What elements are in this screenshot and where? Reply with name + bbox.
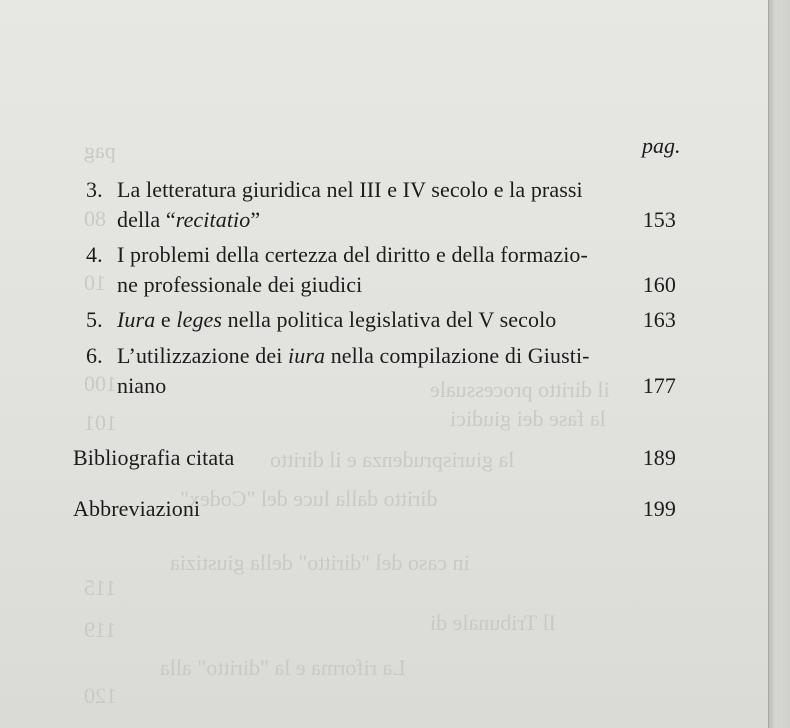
show-through-text: il diritto processuale [430, 377, 610, 402]
entry-number: 5. [86, 307, 103, 332]
entry-title-line: ne professionale dei giudici [117, 272, 363, 297]
show-through-text: 80 [84, 206, 106, 231]
show-through-text: 115 [84, 575, 117, 600]
entry-title-line: della “recitatio” [117, 207, 261, 232]
entry-page-number: 199 [642, 496, 676, 521]
show-through-text: in caso del "diritto" della giustizia [170, 550, 470, 575]
entry-title-line: La letteratura giuridica nel III e IV secolo e la prassi [117, 177, 583, 202]
page-edge [768, 0, 790, 728]
page-column-header: pag. [642, 133, 681, 158]
show-through-text: 10 [84, 270, 106, 295]
entry-title-line: Abbreviazioni [73, 496, 201, 521]
show-through-text: La riforma e la "diritto" alla [160, 655, 406, 680]
toc-entry [86, 305, 676, 337]
entry-page-number: 189 [642, 445, 676, 470]
show-through-text: la giurisprudenza e il diritto [270, 447, 515, 472]
entry-title-line: Iura e leges nella politica legislativa del V secolo [117, 307, 557, 332]
entry-title-line: I problemi della certezza del diritto e della formazio- [117, 242, 588, 267]
show-through-text: 101 [84, 410, 117, 435]
entry-title-line: niano [117, 373, 167, 398]
entry-page-number: 163 [642, 307, 676, 332]
entry-page-number: 160 [642, 272, 676, 297]
show-through-text: Il Tribunale di [430, 610, 556, 635]
show-through-text: pag [84, 138, 116, 163]
entry-number: 6. [86, 343, 103, 368]
entry-page-number: 177 [642, 373, 676, 398]
show-through-text: 100 [84, 371, 117, 396]
entry-number: 4. [86, 242, 103, 267]
toc-entry [86, 240, 676, 302]
show-through-text: la fase dei giudici [450, 406, 606, 431]
entry-title-line: Bibliografia citata [73, 445, 235, 470]
show-through-text: 119 [84, 617, 117, 642]
toc-entry [86, 341, 676, 403]
toc-entry-bibliography [73, 443, 676, 475]
show-through-text: 120 [84, 683, 117, 708]
entry-number: 3. [86, 177, 103, 202]
toc-entry [86, 175, 676, 237]
entry-page-number: 153 [642, 207, 676, 232]
toc-entry-abbreviations [73, 494, 676, 526]
entry-title-line: L’utilizzazione dei iura nella compilazione di Giusti- [117, 343, 590, 368]
show-through-text: diritto dalla luce del "Codex" [180, 486, 438, 511]
